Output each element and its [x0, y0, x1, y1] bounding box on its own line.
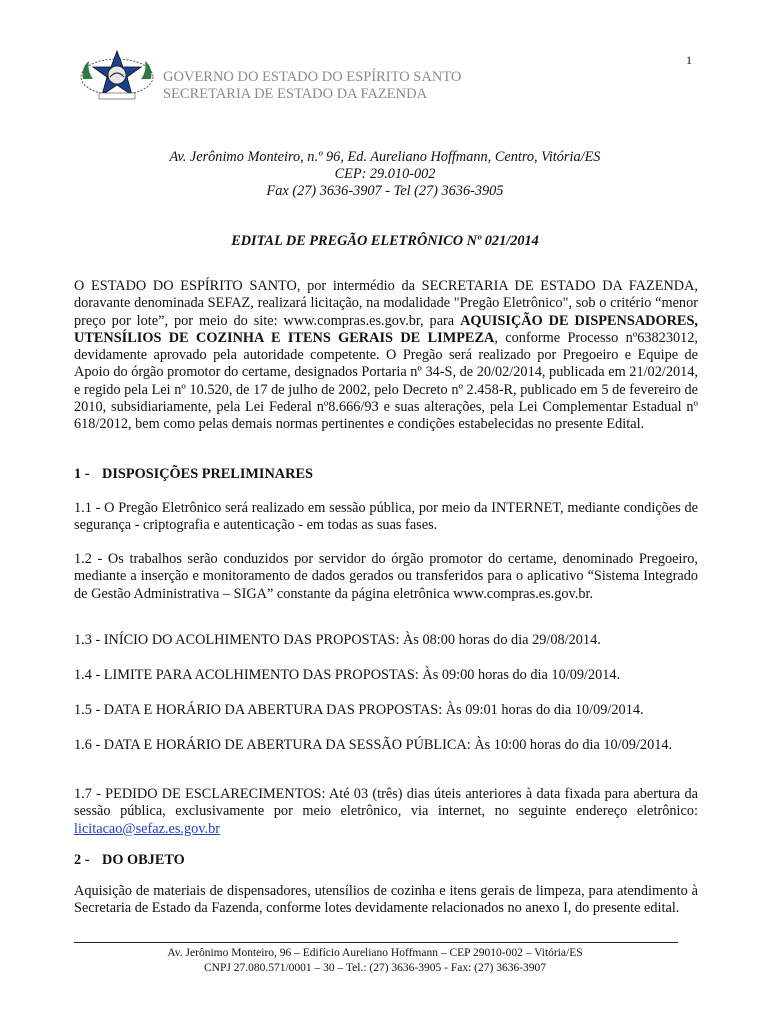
footer-address: Av. Jerônimo Monteiro, 96 – Edifício Aureliano Hoffmann – CEP 29010-002 – Vitória/ES: [167, 947, 583, 959]
header-institution: [163, 69, 461, 103]
section-2-heading: [74, 852, 185, 869]
address-cep: CEP: 29.010-002: [334, 166, 436, 182]
section-2-title: DO OBJETO: [102, 852, 185, 868]
item-1-1: 1.1 - O Pregão Eletrônico será realizado em sessão pública, por meio da INTERNET, mediante condições de segurança - criptografia e autenticação - em todas as suas fases.: [74, 500, 698, 534]
header-government: GOVERNO DO ESTADO DO ESPÍRITO SANTO: [163, 69, 462, 85]
footer-contact: CNPJ 27.080.571/0001 – 30 – Tel.: (27) 3636-3905 - Fax: (27) 3636-3907: [203, 962, 547, 974]
address-phone: Fax (27) 3636-3907 - Tel (27) 3636-3905: [266, 183, 504, 199]
section-2-number: 2 -: [74, 852, 90, 868]
document-title: EDITAL DE PREGÃO ELETRÔNICO Nº 021/2014: [231, 233, 539, 249]
item-1-7-text: 1.7 - PEDIDO DE ESCLARECIMENTOS: Até 03 (três) dias úteis anteriores à data fixada para abertura da sessão pública, exclusivamente por meio eletrônico, via internet, no seguinte endereço eletrônico:: [74, 786, 698, 820]
item-1-7: [74, 786, 698, 838]
coat-of-arms-icon: [79, 49, 155, 101]
page-number: 1: [686, 53, 692, 67]
footer-divider: [74, 942, 678, 943]
header-secretariat: SECRETARIA DE ESTADO DA FAZENDA: [163, 86, 428, 102]
intro-paragraph: [74, 278, 698, 434]
address-street: Av. Jerônimo Monteiro, n.º 96, Ed. Aureliano Hoffmann, Centro, Vitória/ES: [169, 149, 601, 165]
intro-text-2: , conforme Processo nº63823012, devidamente aprovado pela autoridade competente. O Pregão será realizado por Pregoeiro e Equipe de Apoio do órgão promotor do certame, designados Portaria nº 34-S, de 20/02/2014, publicada em 21/02/2014, e regido pela Lei nº 10.520, de 17 de julho de 2002, pelo Decreto nº 2.458-R, publicado em 5 de fevereiro de 2010, subsidiariamente, pela Lei Federal nº8.666/93 e suas alterações, pela Lei Complementar Estadual nº 618/2012, bem como pelas demais normas pertinentes e condições estabelecidas no presente Edital.: [74, 329, 698, 433]
intro-object-bold: AQUISIÇÃO DE DISPENSADORES, UTENSÍLIOS DE COZINHA E ITENS GERAIS DE LIMPEZA: [74, 312, 698, 346]
item-1-4: 1.4 - LIMITE PARA ACOLHIMENTO DAS PROPOSTAS: Às 09:00 horas do dia 10/09/2014.: [74, 667, 621, 683]
section-1-number: 1 -: [74, 466, 90, 482]
email-link[interactable]: licitacao@sefaz.es.gov.br: [74, 820, 221, 837]
item-1-2: 1.2 - Os trabalhos serão conduzidos por servidor do órgão promotor do certame, denominado Pregoeiro, mediante a inserção e monitoramento de dados gerados ou transferidos para o aplicativo “Sistema Integrado de Gestão Administrativa – SIGA” constante da página eletrônica www.compras.es.gov.br.: [74, 551, 698, 602]
item-1-5: 1.5 - DATA E HORÁRIO DA ABERTURA DAS PROPOSTAS: Às 09:01 horas do dia 10/09/2014.: [74, 702, 644, 718]
section-1-heading: [74, 466, 313, 483]
intro-text-1: O ESTADO DO ESPÍRITO SANTO, por intermédio da SECRETARIA DE ESTADO DA FAZENDA, doravante denominada SEFAZ, realizará licitação, na modalidade "Pregão Eletrônico", sob o critério “menor preço por lote”, por meio do site: www.compras.es.gov.br, para: [74, 278, 698, 329]
item-1-6: 1.6 - DATA E HORÁRIO DE ABERTURA DA SESSÃO PÚBLICA: Às 10:00 horas do dia 10/09/2014.: [74, 737, 673, 753]
section-1-title: DISPOSIÇÕES PRELIMINARES: [102, 466, 313, 482]
item-1-3: 1.3 - INÍCIO DO ACOLHIMENTO DAS PROPOSTAS: Às 08:00 horas do dia 29/08/2014.: [74, 632, 601, 648]
section-2-text: Aquisição de materiais de dispensadores, utensílios de cozinha e itens gerais de limpeza, para atendimento à Secretaria de Estado da Fazenda, conforme lotes devidamente relacionados no anexo I, do presente edital.: [74, 883, 698, 917]
